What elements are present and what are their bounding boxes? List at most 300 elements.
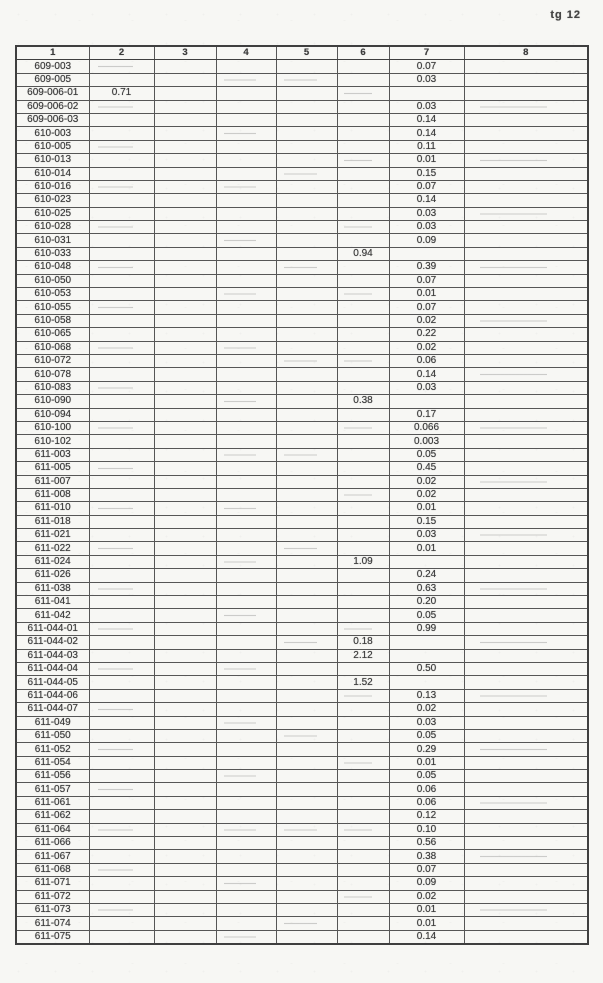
value-cell-col3 (154, 448, 216, 461)
table-row (16, 314, 588, 327)
value-cell-col8 (464, 462, 588, 475)
value-cell-col4 (216, 863, 276, 876)
value-cell-col5 (276, 475, 337, 488)
row-id-cell: 611-049 (16, 716, 89, 729)
value-cell-col2 (89, 689, 154, 702)
value-cell-col2 (89, 662, 154, 675)
value-cell-col4 (216, 582, 276, 595)
value-cell-col4 (216, 328, 276, 341)
value-cell-col5 (276, 636, 337, 649)
value-cell-col3 (154, 328, 216, 341)
value-cell-col8 (464, 649, 588, 662)
value-cell-col7: 0.14 (389, 127, 464, 140)
table-row (16, 837, 588, 850)
value-cell-col5 (276, 877, 337, 890)
value-cell-col2 (89, 180, 154, 193)
row-id-cell: 609-006-01 (16, 87, 89, 100)
row-id-cell: 611-068 (16, 863, 89, 876)
value-cell-col5 (276, 261, 337, 274)
value-cell-col7: 0.15 (389, 167, 464, 180)
row-id-cell: 610-094 (16, 408, 89, 421)
row-id-cell: 611-018 (16, 515, 89, 528)
value-cell-col3 (154, 837, 216, 850)
value-cell-col2 (89, 488, 154, 501)
value-cell-col6 (337, 529, 389, 542)
value-cell-col7: 0.02 (389, 341, 464, 354)
value-cell-col3 (154, 810, 216, 823)
value-cell-col7: 0.50 (389, 662, 464, 675)
value-cell-col7: 0.05 (389, 609, 464, 622)
table-row (16, 703, 588, 716)
value-cell-col3 (154, 515, 216, 528)
value-cell-col6 (337, 301, 389, 314)
value-cell-col8 (464, 127, 588, 140)
value-cell-col5 (276, 542, 337, 555)
value-cell-col2 (89, 462, 154, 475)
value-cell-col3 (154, 167, 216, 180)
value-cell-col6: 1.09 (337, 555, 389, 568)
value-cell-col6: 1.52 (337, 676, 389, 689)
value-cell-col7: 0.05 (389, 448, 464, 461)
value-cell-col4 (216, 180, 276, 193)
value-cell-col4 (216, 314, 276, 327)
row-id-cell: 611-066 (16, 837, 89, 850)
value-cell-col5 (276, 756, 337, 769)
table-row (16, 368, 588, 381)
row-id-cell: 611-038 (16, 582, 89, 595)
value-cell-col3 (154, 770, 216, 783)
value-cell-col3 (154, 502, 216, 515)
value-cell-col5 (276, 167, 337, 180)
value-cell-col2 (89, 796, 154, 809)
table-row (16, 207, 588, 220)
value-cell-col7: 0.03 (389, 381, 464, 394)
row-id-cell: 611-044-02 (16, 636, 89, 649)
value-cell-col6 (337, 328, 389, 341)
value-cell-col2 (89, 475, 154, 488)
table-row (16, 917, 588, 930)
value-cell-col5 (276, 609, 337, 622)
value-cell-col4 (216, 87, 276, 100)
table-row (16, 823, 588, 836)
value-cell-col4 (216, 703, 276, 716)
value-cell-col6 (337, 515, 389, 528)
value-cell-col4 (216, 301, 276, 314)
value-cell-col5 (276, 569, 337, 582)
value-cell-col2 (89, 770, 154, 783)
value-cell-col3 (154, 247, 216, 260)
row-id-cell: 611-044-06 (16, 689, 89, 702)
value-cell-col7 (389, 395, 464, 408)
value-cell-col8 (464, 689, 588, 702)
value-cell-col6 (337, 261, 389, 274)
value-cell-col2 (89, 395, 154, 408)
table-row (16, 194, 588, 207)
value-cell-col8 (464, 917, 588, 930)
value-cell-col7: 0.09 (389, 234, 464, 247)
row-id-cell: 609-006-02 (16, 100, 89, 113)
value-cell-col8 (464, 87, 588, 100)
value-cell-col4 (216, 167, 276, 180)
value-cell-col5 (276, 328, 337, 341)
value-cell-col3 (154, 194, 216, 207)
value-cell-col7: 0.14 (389, 368, 464, 381)
value-cell-col8 (464, 475, 588, 488)
value-cell-col6 (337, 502, 389, 515)
value-cell-col8 (464, 328, 588, 341)
value-cell-col6 (337, 837, 389, 850)
value-cell-col7: 0.20 (389, 596, 464, 609)
value-cell-col8 (464, 234, 588, 247)
value-cell-col7 (389, 555, 464, 568)
table-row (16, 288, 588, 301)
value-cell-col6 (337, 716, 389, 729)
value-cell-col7: 0.02 (389, 475, 464, 488)
value-cell-col8 (464, 569, 588, 582)
row-id-cell: 610-028 (16, 221, 89, 234)
value-cell-col7: 0.45 (389, 462, 464, 475)
value-cell-col2 (89, 341, 154, 354)
table-row (16, 462, 588, 475)
value-cell-col2 (89, 60, 154, 73)
value-cell-col7: 0.02 (389, 890, 464, 903)
value-cell-col4 (216, 207, 276, 220)
value-cell-col5 (276, 221, 337, 234)
value-cell-col2 (89, 596, 154, 609)
value-cell-col3 (154, 850, 216, 863)
row-id-cell: 611-064 (16, 823, 89, 836)
value-cell-col5 (276, 341, 337, 354)
value-cell-col6 (337, 770, 389, 783)
table-row (16, 542, 588, 555)
value-cell-col2 (89, 863, 154, 876)
row-id-cell: 611-057 (16, 783, 89, 796)
value-cell-col4 (216, 194, 276, 207)
value-cell-col5 (276, 381, 337, 394)
row-id-cell: 611-044-04 (16, 662, 89, 675)
table-row (16, 676, 588, 689)
value-cell-col4 (216, 448, 276, 461)
row-id-cell: 610-083 (16, 381, 89, 394)
value-cell-col7: 0.05 (389, 729, 464, 742)
column-header-7: 7 (389, 46, 464, 60)
table-row (16, 354, 588, 367)
value-cell-col8 (464, 877, 588, 890)
value-cell-col2 (89, 247, 154, 260)
value-cell-col7: 0.99 (389, 622, 464, 635)
table-row (16, 341, 588, 354)
value-cell-col8 (464, 113, 588, 126)
value-cell-col3 (154, 395, 216, 408)
value-cell-col8 (464, 381, 588, 394)
value-cell-col3 (154, 207, 216, 220)
value-cell-col7: 0.03 (389, 221, 464, 234)
value-cell-col8 (464, 274, 588, 287)
table-row (16, 555, 588, 568)
value-cell-col4 (216, 435, 276, 448)
value-cell-col8 (464, 850, 588, 863)
value-cell-col8 (464, 154, 588, 167)
value-cell-col2 (89, 542, 154, 555)
value-cell-col3 (154, 676, 216, 689)
value-cell-col2 (89, 569, 154, 582)
value-cell-col7: 0.01 (389, 756, 464, 769)
value-cell-col5 (276, 850, 337, 863)
value-cell-col7 (389, 676, 464, 689)
value-cell-col7: 0.06 (389, 796, 464, 809)
value-cell-col8 (464, 221, 588, 234)
row-id-cell: 610-050 (16, 274, 89, 287)
row-id-cell: 611-010 (16, 502, 89, 515)
value-cell-col8 (464, 288, 588, 301)
value-cell-col3 (154, 488, 216, 501)
value-cell-col2 (89, 435, 154, 448)
value-cell-col8 (464, 863, 588, 876)
value-cell-col3 (154, 60, 216, 73)
value-cell-col8 (464, 515, 588, 528)
value-cell-col7: 0.05 (389, 770, 464, 783)
value-cell-col2 (89, 743, 154, 756)
value-cell-col3 (154, 435, 216, 448)
value-cell-col3 (154, 930, 216, 944)
value-cell-col5 (276, 796, 337, 809)
value-cell-col4 (216, 408, 276, 421)
value-cell-col3 (154, 180, 216, 193)
value-cell-col6 (337, 689, 389, 702)
value-cell-col7: 0.07 (389, 274, 464, 287)
value-cell-col5 (276, 448, 337, 461)
value-cell-col5 (276, 596, 337, 609)
row-id-cell: 610-005 (16, 140, 89, 153)
column-header-5: 5 (276, 46, 337, 60)
value-cell-col3 (154, 529, 216, 542)
value-cell-col4 (216, 569, 276, 582)
value-cell-col2 (89, 167, 154, 180)
value-cell-col4 (216, 354, 276, 367)
value-cell-col7: 0.01 (389, 904, 464, 917)
value-cell-col4 (216, 609, 276, 622)
table-header-row (16, 46, 588, 60)
value-cell-col3 (154, 341, 216, 354)
table-row (16, 381, 588, 394)
row-id-cell: 611-071 (16, 877, 89, 890)
data-table (15, 45, 589, 945)
value-cell-col5 (276, 140, 337, 153)
value-cell-col2 (89, 368, 154, 381)
column-header-6: 6 (337, 46, 389, 60)
value-cell-col3 (154, 703, 216, 716)
value-cell-col5 (276, 837, 337, 850)
value-cell-col6 (337, 448, 389, 461)
value-cell-col2 (89, 582, 154, 595)
value-cell-col6 (337, 435, 389, 448)
value-cell-col7 (389, 247, 464, 260)
value-cell-col8 (464, 716, 588, 729)
value-cell-col4 (216, 421, 276, 434)
row-id-cell: 610-033 (16, 247, 89, 260)
value-cell-col8 (464, 194, 588, 207)
value-cell-col6 (337, 622, 389, 635)
value-cell-col6 (337, 408, 389, 421)
value-cell-col3 (154, 756, 216, 769)
value-cell-col6 (337, 167, 389, 180)
value-cell-col2 (89, 622, 154, 635)
value-cell-col3 (154, 261, 216, 274)
value-cell-col6: 2.12 (337, 649, 389, 662)
table-row (16, 515, 588, 528)
row-id-cell: 611-050 (16, 729, 89, 742)
value-cell-col5 (276, 234, 337, 247)
value-cell-col2 (89, 529, 154, 542)
value-cell-col6 (337, 154, 389, 167)
value-cell-col5 (276, 395, 337, 408)
value-cell-col2 (89, 649, 154, 662)
value-cell-col5 (276, 743, 337, 756)
row-id-cell: 611-062 (16, 810, 89, 823)
value-cell-col5 (276, 582, 337, 595)
value-cell-col4 (216, 917, 276, 930)
value-cell-col2 (89, 221, 154, 234)
value-cell-col4 (216, 127, 276, 140)
value-cell-col2 (89, 877, 154, 890)
row-id-cell: 611-022 (16, 542, 89, 555)
value-cell-col8 (464, 140, 588, 153)
value-cell-col6 (337, 475, 389, 488)
value-cell-col6 (337, 314, 389, 327)
row-id-cell: 611-008 (16, 488, 89, 501)
table-row (16, 60, 588, 73)
table-row (16, 261, 588, 274)
value-cell-col6 (337, 488, 389, 501)
value-cell-col2 (89, 140, 154, 153)
row-id-cell: 610-090 (16, 395, 89, 408)
value-cell-col2: 0.71 (89, 87, 154, 100)
value-cell-col3 (154, 288, 216, 301)
value-cell-col8 (464, 930, 588, 944)
value-cell-col8 (464, 770, 588, 783)
value-cell-col5 (276, 729, 337, 742)
value-cell-col7: 0.03 (389, 716, 464, 729)
table-row (16, 328, 588, 341)
row-id-cell: 611-044-07 (16, 703, 89, 716)
value-cell-col2 (89, 113, 154, 126)
value-cell-col2 (89, 850, 154, 863)
value-cell-col5 (276, 676, 337, 689)
value-cell-col4 (216, 796, 276, 809)
value-cell-col7: 0.066 (389, 421, 464, 434)
value-cell-col6 (337, 87, 389, 100)
value-cell-col3 (154, 904, 216, 917)
value-cell-col6 (337, 569, 389, 582)
row-id-cell: 611-044-01 (16, 622, 89, 635)
value-cell-col6 (337, 127, 389, 140)
value-cell-col7: 0.07 (389, 60, 464, 73)
value-cell-col7: 0.15 (389, 515, 464, 528)
value-cell-col5 (276, 127, 337, 140)
row-id-cell: 611-075 (16, 930, 89, 944)
value-cell-col4 (216, 100, 276, 113)
row-id-cell: 609-003 (16, 60, 89, 73)
table-row (16, 622, 588, 635)
value-cell-col8 (464, 502, 588, 515)
table-row (16, 904, 588, 917)
value-cell-col2 (89, 609, 154, 622)
value-cell-col7: 0.17 (389, 408, 464, 421)
table-row (16, 810, 588, 823)
value-cell-col3 (154, 582, 216, 595)
value-cell-col5 (276, 930, 337, 944)
column-header-1: 1 (16, 46, 89, 60)
value-cell-col3 (154, 234, 216, 247)
value-cell-col5 (276, 823, 337, 836)
table-row (16, 100, 588, 113)
value-cell-col5 (276, 113, 337, 126)
value-cell-col8 (464, 341, 588, 354)
row-id-cell: 610-013 (16, 154, 89, 167)
value-cell-col2 (89, 930, 154, 944)
value-cell-col5 (276, 194, 337, 207)
value-cell-col5 (276, 689, 337, 702)
value-cell-col7: 0.63 (389, 582, 464, 595)
value-cell-col2 (89, 207, 154, 220)
value-cell-col5 (276, 73, 337, 86)
value-cell-col3 (154, 154, 216, 167)
value-cell-col7: 0.14 (389, 194, 464, 207)
value-cell-col3 (154, 622, 216, 635)
value-cell-col7: 0.07 (389, 863, 464, 876)
value-cell-col5 (276, 368, 337, 381)
value-cell-col4 (216, 154, 276, 167)
table-row (16, 716, 588, 729)
value-cell-col7: 0.02 (389, 703, 464, 716)
value-cell-col3 (154, 743, 216, 756)
table-row (16, 596, 588, 609)
value-cell-col2 (89, 261, 154, 274)
value-cell-col8 (464, 314, 588, 327)
value-cell-col8 (464, 555, 588, 568)
value-cell-col3 (154, 221, 216, 234)
value-cell-col8 (464, 796, 588, 809)
value-cell-col4 (216, 381, 276, 394)
value-cell-col5 (276, 529, 337, 542)
value-cell-col5 (276, 783, 337, 796)
value-cell-col7: 0.01 (389, 154, 464, 167)
value-cell-col5 (276, 917, 337, 930)
value-cell-col4 (216, 729, 276, 742)
value-cell-col3 (154, 127, 216, 140)
value-cell-col8 (464, 743, 588, 756)
value-cell-col4 (216, 756, 276, 769)
value-cell-col7: 0.29 (389, 743, 464, 756)
table-row (16, 863, 588, 876)
value-cell-col8 (464, 676, 588, 689)
table-row (16, 569, 588, 582)
value-cell-col3 (154, 555, 216, 568)
value-cell-col6 (337, 582, 389, 595)
value-cell-col5 (276, 288, 337, 301)
value-cell-col6 (337, 810, 389, 823)
value-cell-col7: 0.12 (389, 810, 464, 823)
table-row (16, 488, 588, 501)
value-cell-col4 (216, 850, 276, 863)
value-cell-col4 (216, 221, 276, 234)
table-header (16, 46, 588, 60)
value-cell-col3 (154, 408, 216, 421)
table-body (16, 60, 588, 944)
row-id-cell: 611-026 (16, 569, 89, 582)
table-row (16, 301, 588, 314)
row-id-cell: 610-072 (16, 354, 89, 367)
